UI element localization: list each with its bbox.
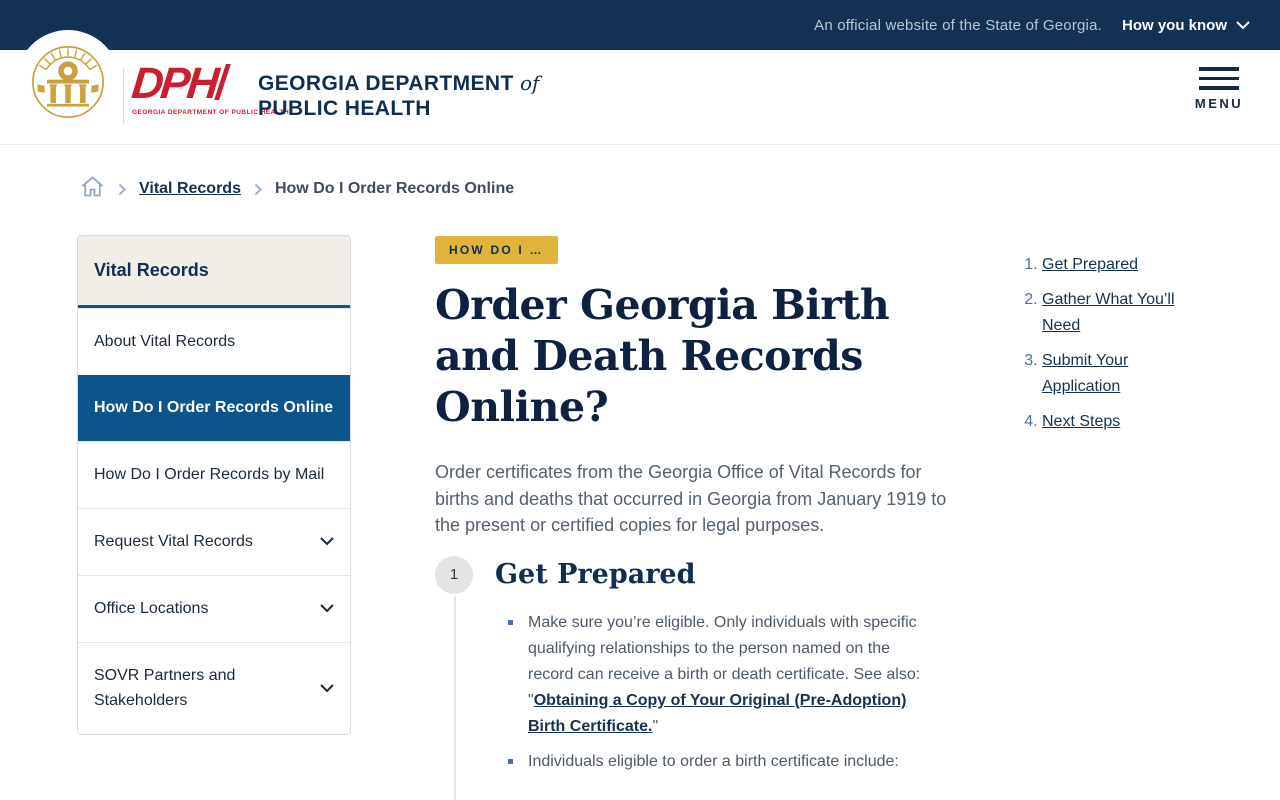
breadcrumb-separator-icon: [118, 183, 126, 196]
toc-link-get-prepared[interactable]: Get Prepared: [1042, 256, 1139, 273]
sidebar-item-office-locations[interactable]: [78, 575, 350, 642]
sidebar-item-label: About Vital Records: [94, 333, 236, 350]
main-content: [435, 236, 955, 784]
site-title-line2: PUBLIC HEALTH: [258, 97, 431, 121]
breadcrumb-current-page: How Do I Order Records Online: [274, 180, 515, 197]
how-you-know-toggle[interactable]: [1122, 17, 1250, 34]
chevron-down-icon: [1236, 17, 1250, 34]
step-1-bullet-list: [528, 610, 955, 775]
toc-item: [1042, 348, 1208, 400]
chevron-down-icon: [320, 537, 334, 546]
list-item: [528, 610, 928, 740]
breadcrumb-link-vital-records[interactable]: Vital Records: [139, 180, 241, 197]
site-title: [258, 71, 539, 121]
toc-item: [1042, 409, 1208, 435]
step-1-heading: Get Prepared: [495, 559, 696, 591]
step-1-header: [435, 556, 955, 594]
site-title-line1: GEORGIA DEPARTMENT: [258, 72, 514, 95]
toc-link-next-steps[interactable]: Next Steps: [1042, 412, 1121, 430]
sidebar-item-about-vital-records[interactable]: [78, 308, 350, 375]
chevron-down-icon: [320, 604, 334, 613]
official-bar: [0, 0, 1280, 50]
list-item: [528, 749, 928, 775]
site-title-of: of: [519, 71, 540, 95]
toc-link-submit-your-application[interactable]: Submit Your Application: [1042, 351, 1129, 395]
toc-item: [1042, 287, 1208, 339]
hamburger-icon: [1194, 67, 1244, 90]
section-nav-title[interactable]: Vital Records: [78, 236, 350, 308]
how-you-know-label: How you know: [1122, 16, 1227, 34]
sidebar-item-label: Office Locations: [94, 599, 209, 617]
intro-paragraph: Order certificates from the Georgia Office of Vital Records for births and deaths that occurred in Georgia from January 1919 to the present or certified copies for legal purposes.: [435, 462, 947, 535]
sidebar-item-sovr-partners-and-stakeholders[interactable]: [78, 642, 350, 735]
chevron-down-icon: [320, 684, 334, 693]
dph-logo-acronym: DPH: [129, 59, 219, 108]
bullet-text: Make sure you’re eligible. Only individuals with specific qualifying relationships to the person named on the record can receive a birth or death certificate. See also: ": [528, 613, 921, 709]
sidebar-item-how-do-i-order-records-online[interactable]: [78, 375, 350, 441]
on-this-page-toc: [1020, 252, 1208, 443]
home-icon[interactable]: [80, 175, 105, 203]
step-1-number-badge: 1: [435, 556, 473, 594]
sidebar-item-request-vital-records[interactable]: [78, 508, 350, 575]
menu-label: MENU: [1194, 95, 1244, 111]
toc-link-gather-what-youll-need[interactable]: Gather What You’ll Need: [1042, 290, 1175, 334]
georgia-arch-seal-icon: [29, 43, 107, 121]
category-badge: HOW DO I …: [435, 236, 558, 264]
sidebar-item-label: How Do I Order Records by Mail: [94, 465, 325, 483]
page-title: Order Georgia Birth and Death Records Online?: [435, 281, 890, 431]
sidebar-item-label: Request Vital Records: [94, 532, 253, 550]
dph-logo-caption: GEORGIA DEPARTMENT OF PUBLIC HEALTH: [132, 109, 290, 116]
breadcrumb: [80, 175, 514, 203]
site-header: [0, 50, 1280, 145]
bullet-text: ": [652, 718, 659, 736]
sidebar-item-how-do-i-order-records-by-mail[interactable]: [78, 441, 350, 508]
official-text: An official website of the State of Georgia.: [814, 16, 1102, 34]
sidebar-item-label: How Do I Order Records Online: [94, 398, 334, 416]
georgia-seal-logo[interactable]: [16, 30, 120, 134]
pre-adoption-certificate-link[interactable]: Obtaining a Copy of Your Original (Pre-Adoption) Birth Certificate.: [528, 692, 907, 736]
toc-item: [1042, 252, 1208, 278]
logo-divider: [123, 68, 124, 124]
section-nav: [77, 235, 351, 735]
menu-button[interactable]: [1194, 67, 1244, 111]
bullet-text: Individuals eligible to order a birth certificate include:: [528, 753, 899, 771]
breadcrumb-separator-icon: [254, 183, 262, 196]
sidebar-item-label: SOVR Partners and Stakeholders: [94, 666, 236, 710]
